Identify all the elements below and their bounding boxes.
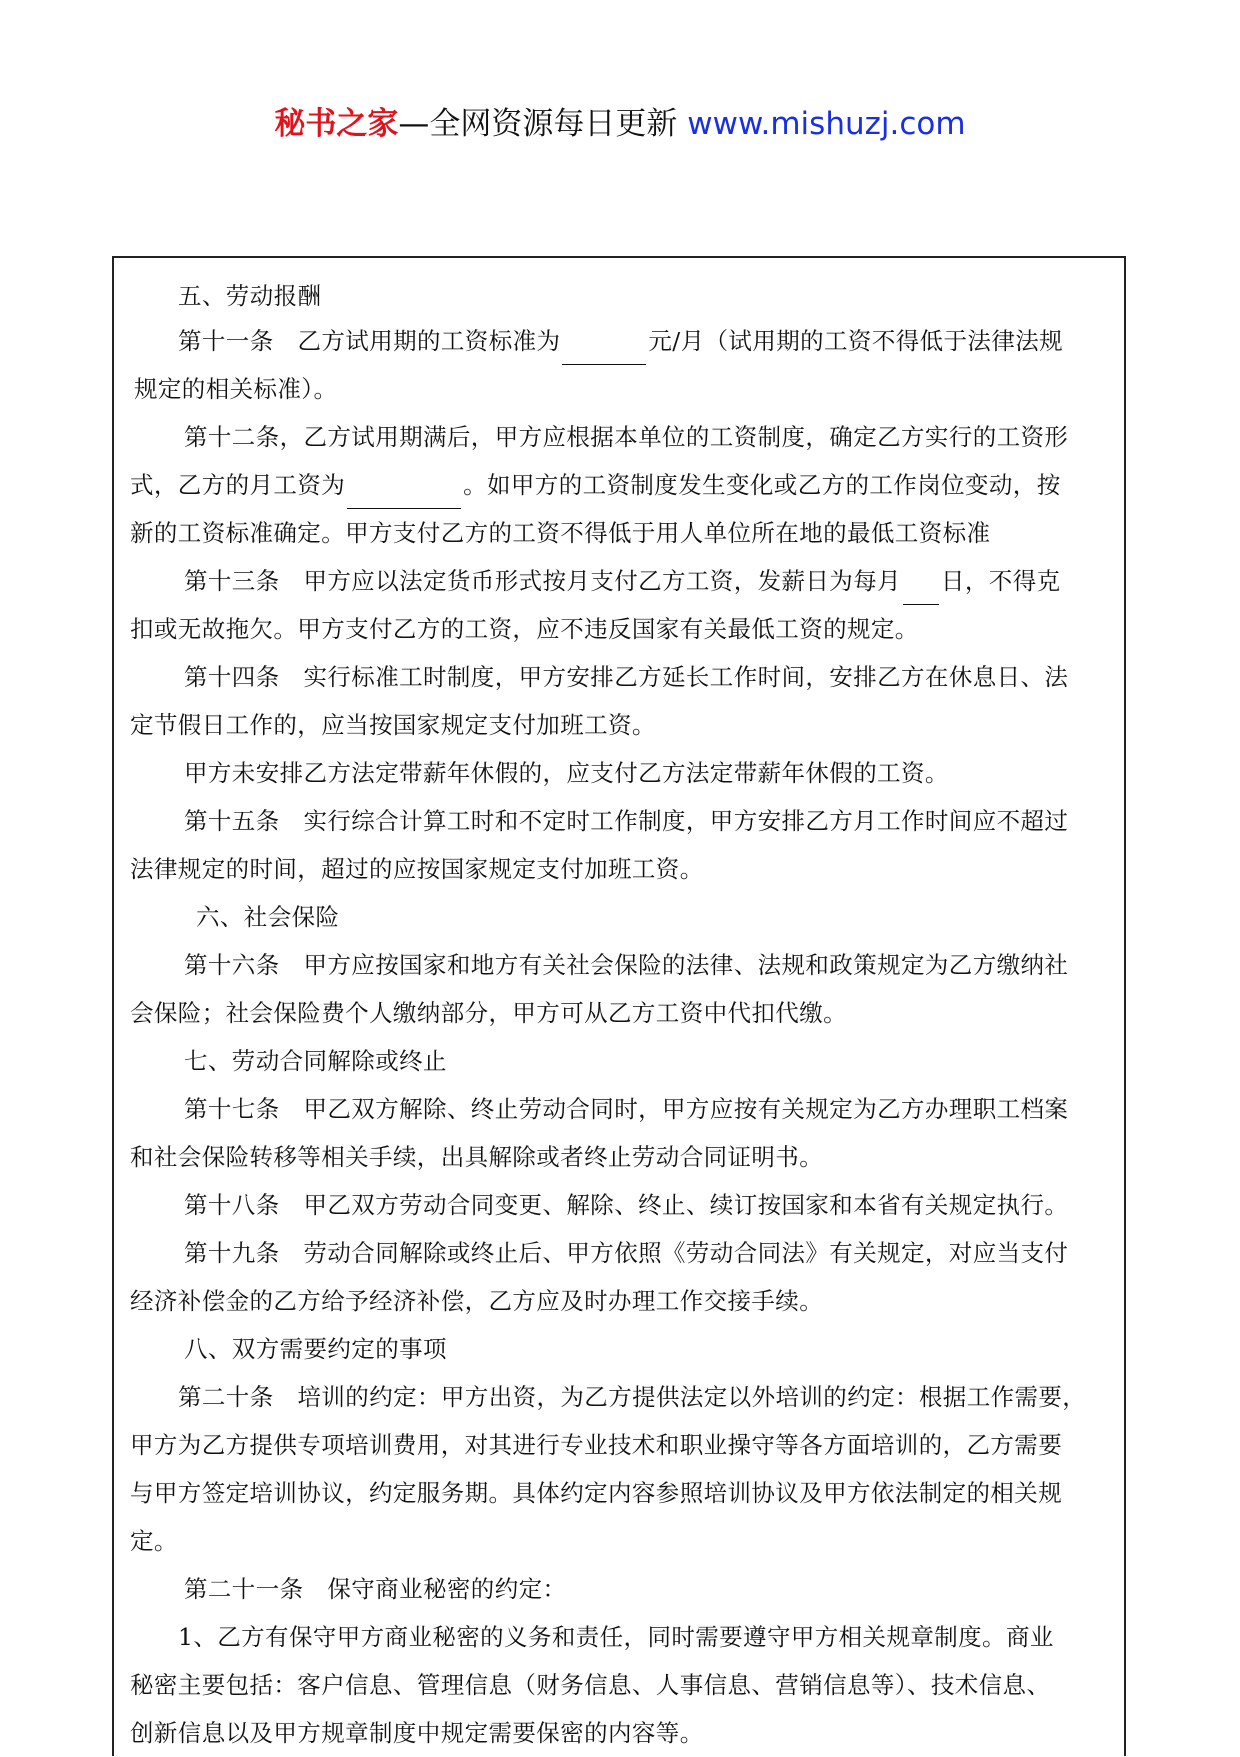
site-url-link[interactable]: www.mishuzj.com	[687, 106, 966, 142]
article-20-line-2: 甲方为乙方提供专项培训费用，对其进行专业技术和职业操守等各方面培训的，乙方需要	[130, 1431, 1063, 1459]
article-19-line-2: 经济补偿金的乙方给予经济补偿，乙方应及时办理工作交接手续。	[130, 1287, 824, 1315]
article-13-line-1: 第十三条 甲方应以法定货币形式按月支付乙方工资，发薪日为每月 日，不得克	[184, 557, 1174, 605]
article-16-line-1: 第十六条 甲方应按国家和地方有关社会保险的法律、法规和政策规定为乙方缴纳社	[184, 951, 1069, 979]
article-15-line-1: 第十五条 实行综合计算工时和不定时工作制度，甲方安排乙方月工作时间应不超过	[184, 807, 1069, 835]
article-17-line-1: 第十七条 甲乙双方解除、终止劳动合同时，甲方应按有关规定为乙方办理职工档案	[184, 1095, 1069, 1123]
article-21-heading: 第二十一条 保守商业秘密的约定：	[184, 1575, 567, 1603]
article-14-line-2: 定节假日工作的，应当按国家规定支付加班工资。	[130, 711, 656, 739]
section-heading-termination: 七、劳动合同解除或终止	[184, 1047, 447, 1075]
article-11-line-1: 第十一条 乙方试用期的工资标准为 元/月（试用期的工资不得低于法律法规	[178, 317, 1168, 365]
article-15-line-2: 法律规定的时间，超过的应按国家规定支付加班工资。	[130, 855, 704, 883]
article-21-item-1-line-2: 秘密主要包括：客户信息、管理信息（财务信息、人事信息、营销信息等）、技术信息、	[130, 1671, 1051, 1699]
article-20-line-3: 与甲方签定培训协议，约定服务期。具体约定内容参照培训协议及甲方依法制定的相关规	[130, 1479, 1063, 1507]
section-heading-agreed-matters: 八、双方需要约定的事项	[184, 1335, 447, 1363]
article-12-line-2: 式，乙方的月工资为 。如甲方的工资制度发生变化或乙方的工作岗位变动，按	[130, 461, 1120, 509]
site-header	[0, 104, 1240, 144]
blank-payday[interactable]	[903, 574, 939, 605]
site-tagline: —全网资源每日更新	[398, 106, 678, 142]
article-20-line-4: 定。	[130, 1527, 178, 1555]
article-21-item-1-line-1: 1、乙方有保守甲方商业秘密的义务和责任，同时需要遵守甲方相关规章制度。商业	[178, 1623, 1054, 1651]
section-heading-social-insurance: 六、社会保险	[196, 903, 340, 931]
section-heading-labor-pay: 五、劳动报酬	[178, 282, 322, 310]
article-19-line-1: 第十九条 劳动合同解除或终止后、甲方依照《劳动合同法》有关规定，对应当支付	[184, 1239, 1069, 1267]
blank-monthly-wage[interactable]	[347, 478, 461, 509]
blank-probation-wage[interactable]	[562, 334, 646, 365]
article-12-line-1: 第十二条，乙方试用期满后，甲方应根据本单位的工资制度，确定乙方实行的工资形	[184, 423, 1069, 451]
article-18-line: 第十八条 甲乙双方劳动合同变更、解除、终止、续订按国家和本省有关规定执行。	[184, 1191, 1069, 1219]
article-20-line-1: 第二十条 培训的约定：甲方出资，为乙方提供法定以外培训的约定：根据工作需要，	[178, 1383, 1087, 1411]
article-16-line-2: 会保险；社会保险费个人缴纳部分，甲方可从乙方工资中代扣代缴。	[130, 999, 847, 1027]
article-11-line-2: 规定的相关标准）。	[134, 375, 338, 403]
brand-name: 秘书之家	[274, 106, 399, 142]
article-14-line-1: 第十四条 实行标准工时制度，甲方安排乙方延长工作时间，安排乙方在休息日、法	[184, 663, 1069, 691]
article-13-line-2: 扣或无故拖欠。甲方支付乙方的工资，应不违反国家有关最低工资的规定。	[130, 615, 919, 643]
annual-leave-line: 甲方未安排乙方法定带薪年休假的，应支付乙方法定带薪年休假的工资。	[184, 759, 949, 787]
article-21-item-1-line-3: 创新信息以及甲方规章制度中规定需要保密的内容等。	[130, 1719, 704, 1747]
article-12-line-3: 新的工资标准确定。甲方支付乙方的工资不得低于用人单位所在地的最低工资标准	[130, 519, 991, 547]
article-17-line-2: 和社会保险转移等相关手续，出具解除或者终止劳动合同证明书。	[130, 1143, 824, 1171]
